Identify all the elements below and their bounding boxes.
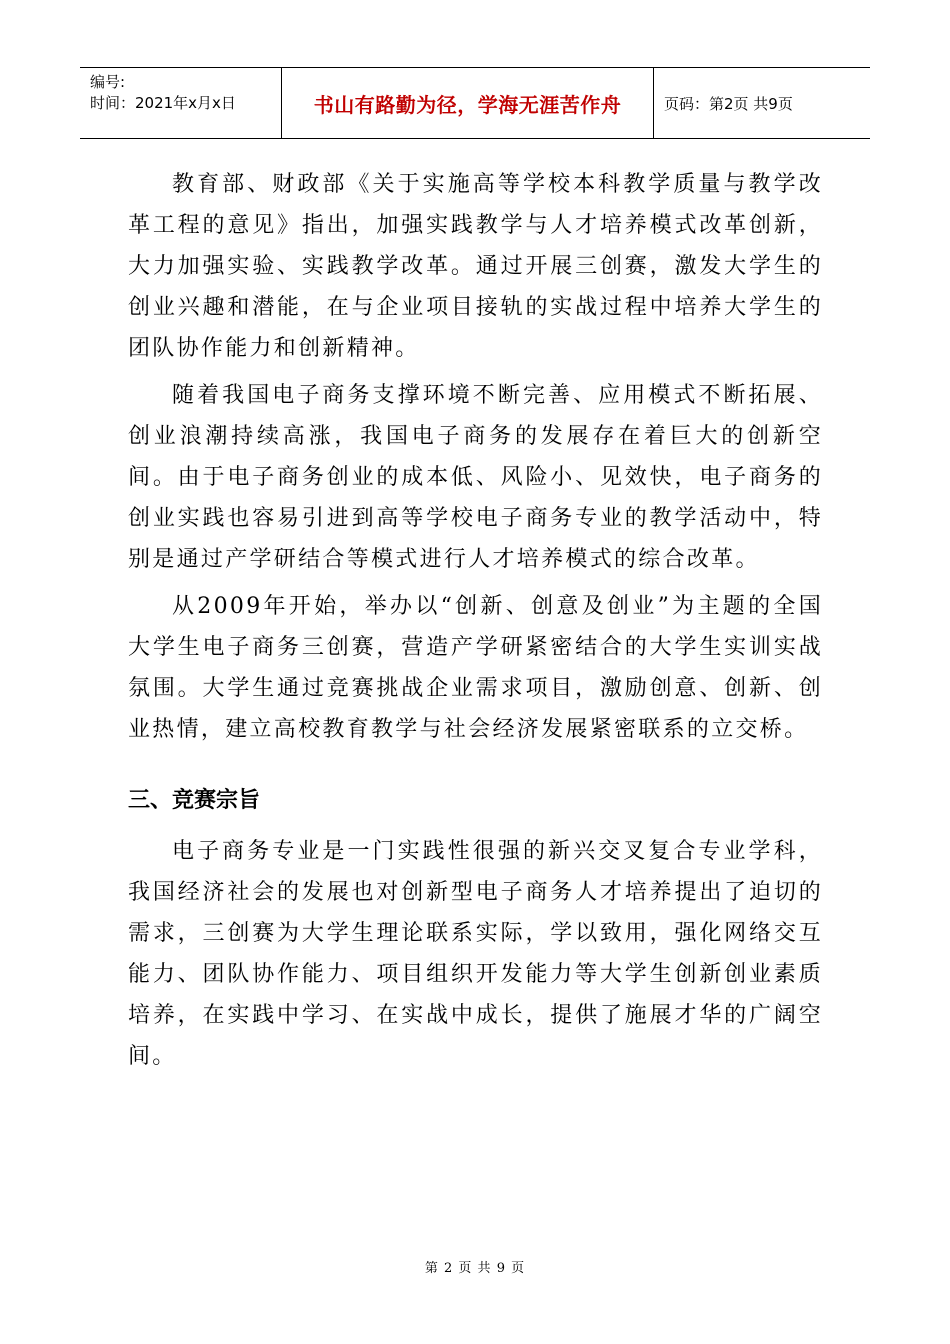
header-page-code: 页码：第2页 共9页 — [664, 94, 793, 113]
page-header — [80, 67, 870, 139]
time-label: 时间：2021年x月x日 — [90, 94, 236, 112]
section-paragraph: 电子商务专业是一门实践性很强的新兴交叉复合专业学科，我国经济社会的发展也对创新型电子商务人才培养提出了迫切的需求，三创赛为大学生理论联系实际，学以致用，强化网络交互能力、团队协作能力、项目组织开发能力等大学生创新创业素质培养，在实践中学习、在实战中成长，提供了施展才华的广阔空间。 — [128, 839, 823, 1069]
header-meta — [80, 68, 282, 138]
section-heading: 三、竞赛宗旨 — [128, 788, 261, 813]
document-body — [128, 164, 823, 1077]
paragraph-3: 从2009年开始，举办以“创新、创意及创业”为主题的全国大学生电子商务三创赛，营造产学研紧密结合的大学生实训实战氛围。大学生通过竞赛挑战企业需求项目，激励创意、创新、创业热情，建立高校教育教学与社会经济发展紧密联系的立交桥。 — [128, 594, 823, 742]
paragraph-2: 随着我国电子商务支撑环境不断完善、应用模式不断拓展、创业浪潮持续高涨，我国电子商务的发展存在着巨大的创新空间。由于电子商务创业的成本低、风险小、见效快，电子商务的创业实践也容易引进到高等学校电子商务专业的教学活动中，特别是通过产学研结合等模式进行人才培养模式的综合改革。 — [128, 383, 823, 572]
number-label: 编号: — [90, 73, 126, 91]
paragraph-1: 教育部、财政部《关于实施高等学校本科教学质量与教学改革工程的意见》指出，加强实践教学与人才培养模式改革创新，大力加强实验、实践教学改革。通过开展三创赛，激发大学生的创业兴趣和潜能，在与企业项目接轨的实战过程中培养大学生的团队协作能力和创新精神。 — [128, 172, 823, 361]
page-footer: 第 2 页 共 9 页 — [424, 1261, 526, 1276]
header-motto: 书山有路勤为径，学海无涯苦作舟 — [282, 68, 654, 138]
